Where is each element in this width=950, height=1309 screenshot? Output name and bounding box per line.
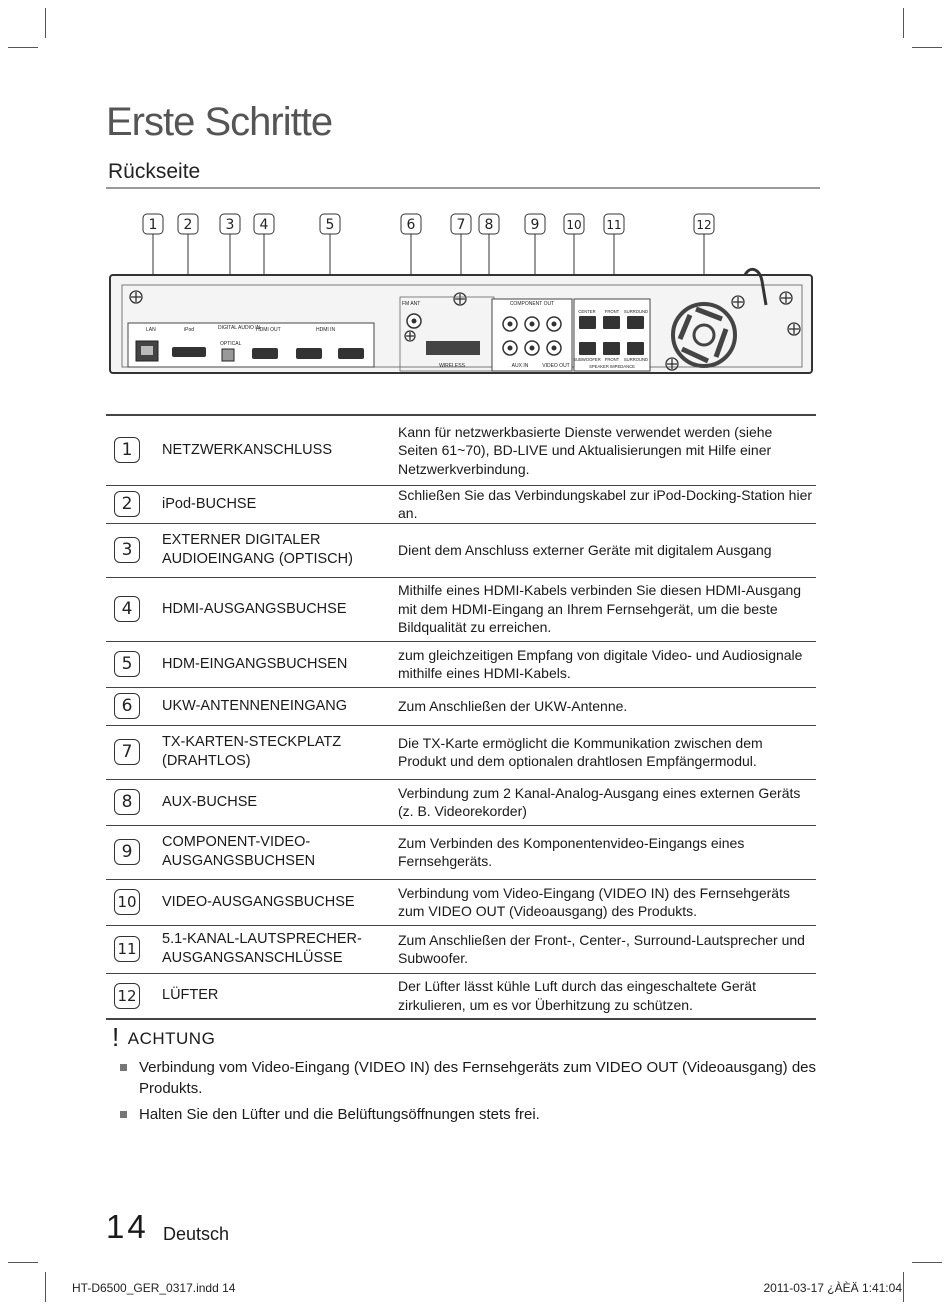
row-number-cell: [106, 825, 152, 879]
speaker-impedance-label: SPEAKER IMPEDANCE: [589, 364, 635, 369]
page-number: 14: [106, 1208, 149, 1245]
item-description: Zum Anschließen der Front-, Center-, Surround-Lautsprecher und Subwoofer.: [392, 925, 816, 973]
section-divider: [106, 187, 820, 189]
item-number-badge: 6: [114, 693, 140, 719]
item-number-badge: 2: [114, 491, 140, 517]
item-number-badge: 8: [114, 789, 140, 815]
item-description: Die TX-Karte ermöglicht die Kommunikation zwischen dem Produkt und dem optionalen drahtlosen Empfängermodul.: [392, 725, 816, 779]
connector-table: [106, 414, 816, 1020]
crop-mark: [903, 1272, 904, 1302]
optical-port: [222, 349, 234, 361]
row-number-cell: [106, 925, 152, 973]
table-row: [106, 641, 816, 687]
row-number-cell: [106, 725, 152, 779]
page-language: Deutsch: [163, 1224, 230, 1244]
exclamation-icon: !: [112, 1022, 120, 1052]
table-row: [106, 523, 816, 577]
hdmi-out-port: [252, 348, 278, 359]
callout-number: 2: [183, 217, 193, 233]
row-number-cell: [106, 641, 152, 687]
callout-number: 5: [325, 217, 335, 233]
item-description: Mithilfe eines HDMI-Kabels verbinden Sie diesen HDMI-Ausgang mit dem HDMI-Eingang an Ihrem Fernsehgerät, um die beste Bildqualität zu erreichen.: [392, 577, 816, 641]
item-number-badge: 9: [114, 839, 140, 865]
hdmi-in-port-2: [338, 348, 364, 359]
port-label-ipod: iPod: [184, 327, 195, 333]
crop-mark: [45, 8, 46, 38]
row-number-cell: [106, 415, 152, 485]
item-name: EXTERNER DIGITALER AUDIOEINGANG (OPTISCH): [152, 523, 392, 577]
hdmi-in-port-1: [296, 348, 322, 359]
speaker-label-center: CENTER: [578, 309, 596, 314]
callout-number: 3: [225, 217, 235, 233]
callout-number: 4: [259, 217, 269, 233]
caution-list: [112, 1057, 832, 1125]
caution-note: Halten Sie den Lüfter und die Belüftungsöffnungen stets frei.: [112, 1104, 819, 1125]
item-description: Verbindung vom Video-Eingang (VIDEO IN) des Fernsehgeräts zum VIDEO OUT (Videoausgang) des Produkts.: [392, 879, 816, 925]
item-description: Verbindung zum 2 Kanal-Analog-Ausgang eines externen Geräts (z. B. Videorekorder): [392, 779, 816, 825]
table-row: [106, 687, 816, 725]
crop-mark: [8, 47, 38, 48]
chapter-title: Erste Schritte: [106, 100, 333, 144]
item-number-badge: 11: [114, 936, 140, 962]
table-row: [106, 577, 816, 641]
speaker-label-surround: SURROUND: [623, 309, 649, 314]
crop-mark: [8, 1262, 38, 1263]
callout-number: 11: [606, 218, 622, 232]
item-number-badge: 1: [114, 437, 140, 463]
callout-number: 8: [484, 217, 494, 233]
port-label-wireless: WIRELESS: [439, 363, 465, 369]
table-row: [106, 973, 816, 1019]
table-row: [106, 879, 816, 925]
port-label-lan: LAN: [146, 327, 156, 333]
crop-mark: [912, 47, 942, 48]
callout-number: 12: [696, 218, 712, 232]
item-number-badge: 3: [114, 537, 140, 563]
port-label-component: COMPONENT OUT: [509, 301, 555, 307]
item-description: Dient dem Anschluss externer Geräte mit digitalem Ausgang: [392, 523, 816, 577]
caution-box: [112, 1020, 832, 1130]
item-description: Kann für netzwerkbasierte Dienste verwendet werden (siehe Seiten 61~70), BD-LIVE und Aktualisierungen mit Hilfe einer Netzwerkverbindung.: [392, 415, 816, 485]
item-description: Der Lüfter lässt kühle Luft durch das eingeschaltete Gerät zirkulieren, um es vor Überhitzung zu schützen.: [392, 973, 816, 1019]
item-name: VIDEO-AUSGANGSBUCHSE: [152, 879, 392, 925]
port-label-hdmi-out: HDMI OUT: [256, 327, 281, 333]
item-description: Schließen Sie das Verbindungskabel zur iPod-Docking-Station hier an.: [392, 485, 816, 523]
port-label-hdmi-in: HDMI IN: [316, 327, 336, 333]
port-label-fm-ant: FM ANT: [402, 301, 421, 307]
footer-file-name: HT-D6500_GER_0317.indd 14: [72, 1281, 236, 1295]
item-name: 5.1-KANAL-LAUTSPRECHER-AUSGANGSANSCHLÜSSE: [152, 925, 392, 973]
table-row: [106, 779, 816, 825]
caution-note: Verbindung vom Video-Eingang (VIDEO IN) des Fernsehgeräts zum VIDEO OUT (Videoausgang) des Produkts.: [112, 1057, 819, 1099]
item-number-badge: 5: [114, 651, 140, 677]
item-name: LÜFTER: [152, 973, 392, 1019]
port-label-digital-audio: DIGITAL AUDIO IN: [218, 325, 261, 331]
rear-panel-diagram: [100, 205, 820, 385]
footer-timestamp: 2011-03-17 ¿ÀÈÄ 1:41:04: [763, 1281, 902, 1295]
item-description: Zum Verbinden des Komponentenvideo-Eingangs eines Fernsehgeräts.: [392, 825, 816, 879]
item-description: zum gleichzeitigen Empfang von digitale Video- und Audiosignale mithilfe eines HDMI-Kabels.: [392, 641, 816, 687]
item-name: NETZWERKANSCHLUSS: [152, 415, 392, 485]
table-row: [106, 825, 816, 879]
item-name: COMPONENT-VIDEO-AUSGANGSBUCHSEN: [152, 825, 392, 879]
table-row: [106, 925, 816, 973]
item-name: UKW-ANTENNENEINGANG: [152, 687, 392, 725]
ipod-port: [172, 347, 206, 357]
callout-number: 10: [566, 218, 582, 232]
item-name: iPod-BUCHSE: [152, 485, 392, 523]
row-number-cell: [106, 779, 152, 825]
speaker-label-surround-2: SURROUND: [623, 357, 649, 362]
table-row: [106, 485, 816, 523]
item-number-badge: 7: [114, 739, 140, 765]
port-label-optical: OPTICAL: [220, 341, 242, 347]
item-name: TX-KARTEN-STECKPLATZ (DRAHTLOS): [152, 725, 392, 779]
row-number-cell: [106, 577, 152, 641]
row-number-cell: [106, 485, 152, 523]
item-description: Zum Anschließen der UKW-Antenne.: [392, 687, 816, 725]
callout-number: 6: [406, 217, 416, 233]
callout-number: 1: [148, 217, 158, 233]
table-row: [106, 415, 816, 485]
speaker-label-subwoofer: SUBWOOFER: [573, 357, 601, 362]
item-number-badge: 10: [114, 889, 140, 915]
table-row: [106, 725, 816, 779]
section-title: Rückseite: [108, 160, 201, 183]
wireless-slot: [426, 341, 480, 355]
crop-mark: [903, 8, 904, 38]
row-number-cell: [106, 687, 152, 725]
item-name: HDMI-AUSGANGSBUCHSE: [152, 577, 392, 641]
item-number-badge: 4: [114, 596, 140, 622]
port-label-aux-in: AUX IN: [511, 363, 529, 369]
row-number-cell: [106, 879, 152, 925]
row-number-cell: [106, 523, 152, 577]
crop-mark: [45, 1272, 46, 1302]
item-number-badge: 12: [114, 983, 140, 1009]
port-label-video-out: VIDEO OUT: [542, 363, 570, 369]
row-number-cell: [106, 973, 152, 1019]
item-name: AUX-BUCHSE: [152, 779, 392, 825]
caution-title: ACHTUNG: [127, 1029, 216, 1048]
item-name: HDM-EINGANGSBUCHSEN: [152, 641, 392, 687]
caution-heading: [112, 1020, 832, 1051]
callout-numbers: [143, 214, 714, 234]
callout-number: 7: [456, 217, 466, 233]
speaker-label-front: FRONT: [604, 309, 620, 314]
crop-mark: [912, 1262, 942, 1263]
speaker-label-front-2: FRONT: [604, 357, 620, 362]
callout-number: 9: [530, 217, 540, 233]
